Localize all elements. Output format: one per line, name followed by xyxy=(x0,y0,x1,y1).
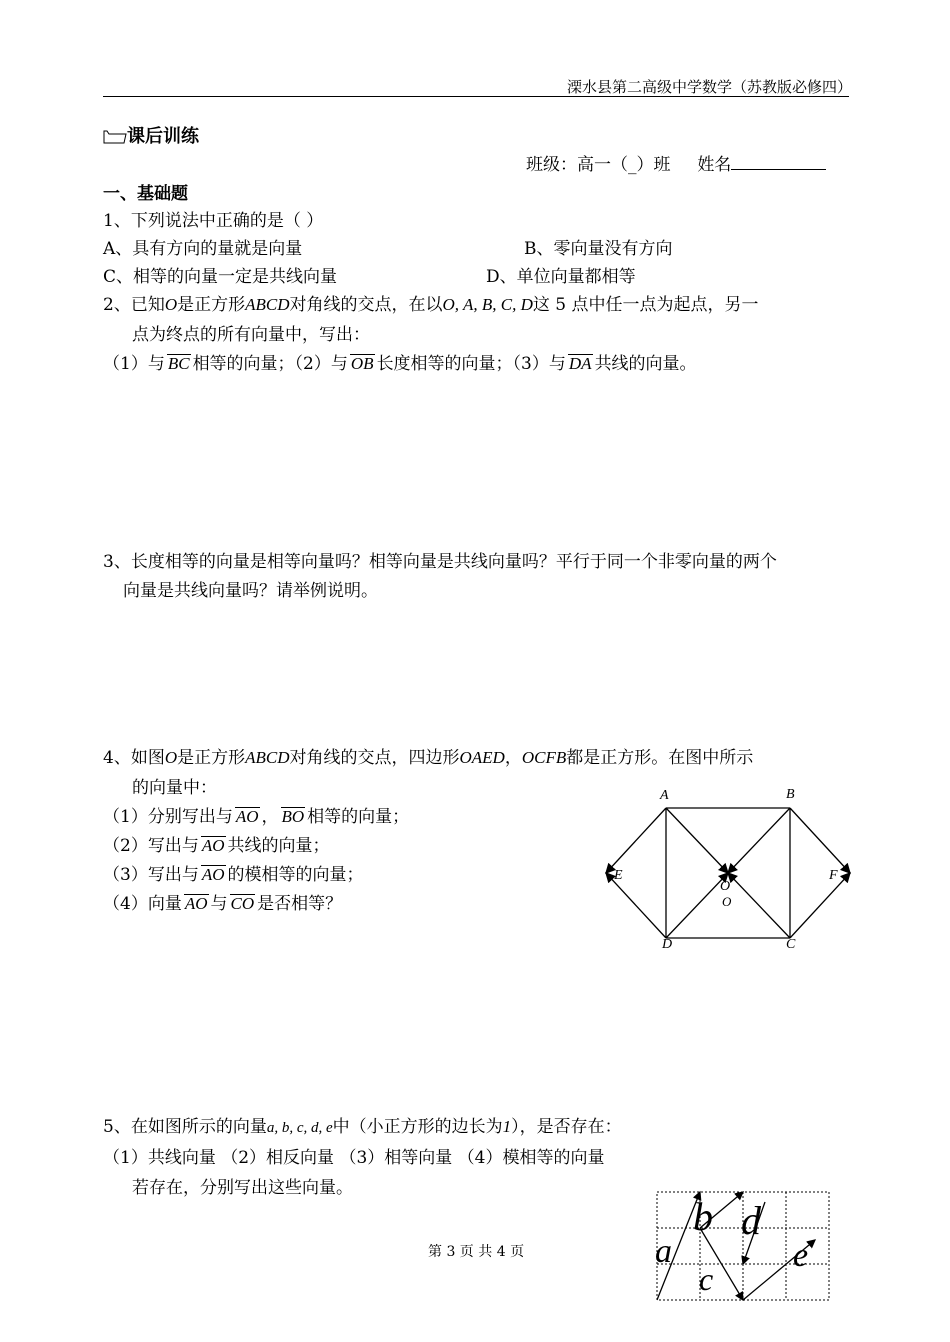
q4-line2: 的向量中： xyxy=(132,778,217,798)
q4-var-ocfb: OCFB xyxy=(521,748,567,767)
q2-var-abcd: ABCD xyxy=(245,295,290,314)
q2-line2: 点为终点的所有向量中，写出： xyxy=(132,325,370,345)
vector-ao: AO xyxy=(201,836,225,855)
vector-do-line xyxy=(666,873,731,938)
q2-text: 是正方形 xyxy=(177,295,246,315)
q4-sub4 xyxy=(103,889,342,914)
q2-text: 相等的向量；（2）与 xyxy=(192,354,348,374)
q4-figure xyxy=(600,784,860,954)
q2-points: O, A, B, C, D xyxy=(442,295,533,314)
q4-text: （1）分别写出与 xyxy=(103,807,233,827)
label-vec-b: b xyxy=(693,1194,713,1239)
q2-text: 这 5 点中任一点为起点，另一 xyxy=(532,295,759,315)
q3-line1: 3、长度相等的向量是相等向量吗？相等向量是共线向量吗？平行于同一个非零向量的两个 xyxy=(103,552,777,572)
label-f: F xyxy=(829,868,838,883)
q4-sub2 xyxy=(103,831,330,856)
vector-bf-line xyxy=(790,808,850,873)
q4-text: 是否相等？ xyxy=(257,894,343,914)
q4-text: 的模相等的向量； xyxy=(227,865,364,885)
q5-line3: 若存在，分别写出这些向量。 xyxy=(132,1178,353,1198)
q4-sub1 xyxy=(103,802,409,827)
q2-text: 2、已知 xyxy=(103,295,165,315)
section-heading xyxy=(103,122,199,148)
label-vec-a: a xyxy=(655,1233,672,1270)
label-d: D xyxy=(662,937,673,952)
vector-ob: OB xyxy=(350,354,374,373)
q4-text: 对角线的交点，四边形 xyxy=(289,748,460,768)
vector-bo: BO xyxy=(281,807,305,826)
q2-text: （1）与 xyxy=(103,354,165,374)
q4-text: （3）写出与 xyxy=(103,865,199,885)
q2-var-o: O xyxy=(164,295,178,314)
q5-vector-list: a, b, c, d, e xyxy=(266,1120,333,1136)
q4-text: 4、如图 xyxy=(103,748,165,768)
q1-option-a: A、具有方向的量就是向量 xyxy=(103,239,303,259)
q1-option-b: B、零向量没有方向 xyxy=(524,239,673,259)
section-title: 课后训练 xyxy=(127,126,199,147)
q2-line1 xyxy=(103,290,758,315)
q1-option-d: D、单位向量都相等 xyxy=(486,267,636,287)
header-rule xyxy=(103,96,849,97)
q5-text: 5、在如图所示的向量 xyxy=(103,1117,267,1137)
q5-grid-figure xyxy=(655,1190,831,1306)
q4-line1 xyxy=(103,743,753,768)
q4-var-abcd: ABCD xyxy=(245,748,290,767)
q4-text: ， xyxy=(504,748,522,768)
q1-stem: 1、下列说法中正确的是（ ） xyxy=(103,211,324,231)
vector-ao: AO xyxy=(184,894,208,913)
label-a: A xyxy=(660,788,669,803)
q4-sub3 xyxy=(103,860,364,885)
q4-text: ， xyxy=(261,807,279,827)
q2-text: 共线的向量。 xyxy=(594,354,697,374)
vector-cf-line xyxy=(790,873,850,938)
vector-bo-line xyxy=(728,808,790,873)
label-o-below: O xyxy=(722,894,732,909)
page-footer: 第 3 页 共 4 页 xyxy=(428,1244,525,1260)
vector-ao: AO xyxy=(201,865,225,884)
vector-ao: AO xyxy=(235,807,259,826)
vector-ao-line xyxy=(666,808,728,873)
q5-text: 中（小正方形的边长为 xyxy=(332,1117,503,1137)
vector-co: CO xyxy=(230,894,255,913)
q1-option-c: C、相等的向量一定是共线向量 xyxy=(103,267,338,287)
q4-text: 是正方形 xyxy=(177,748,246,768)
label-o: O xyxy=(720,879,731,894)
class-label: 班级：高一（_）班 xyxy=(526,155,671,175)
q4-text: （4）向量 xyxy=(103,894,182,914)
name-blank xyxy=(731,155,826,170)
q5-one: 1 xyxy=(502,1117,512,1136)
q4-text: 与 xyxy=(210,894,228,914)
vector-ae-line xyxy=(606,808,666,873)
q2-text: 对角线的交点，在以 xyxy=(289,295,443,315)
q4-text: 共线的向量； xyxy=(227,836,330,856)
q2-text: 长度相等的向量；（3）与 xyxy=(376,354,566,374)
label-vec-d: d xyxy=(741,1198,761,1243)
label-e: E xyxy=(614,868,623,883)
vector-co-line xyxy=(728,873,790,938)
school-header: 溧水县第二高级中学数学（苏教版必修四） xyxy=(566,78,852,96)
q5-line2: （1）共线向量 （2）相反向量 （3）相等向量 （4）模相等的向量 xyxy=(103,1148,605,1168)
q4-var-oaed: OAED xyxy=(459,748,505,767)
student-info xyxy=(526,150,826,175)
q4-text: 都是正方形。在图中所示 xyxy=(566,748,754,768)
label-vec-e: e xyxy=(793,1237,809,1274)
q4-text: （2）写出与 xyxy=(103,836,199,856)
label-c: C xyxy=(786,937,796,952)
q5-text: ），是否存在： xyxy=(511,1117,622,1137)
q2-line3 xyxy=(103,349,697,374)
label-b: B xyxy=(786,787,795,802)
q3-line2: 向量是共线向量吗？请举例说明。 xyxy=(123,581,378,601)
q4-text: 相等的向量； xyxy=(307,807,410,827)
name-label: 姓名 xyxy=(697,155,732,175)
q4-var-o: O xyxy=(164,748,178,767)
folder-icon xyxy=(103,128,127,144)
label-vec-c: c xyxy=(699,1261,714,1297)
vector-bc: BC xyxy=(167,354,190,373)
vector-da: DA xyxy=(568,354,592,373)
q5-line1 xyxy=(103,1112,622,1137)
part-title: 一、基础题 xyxy=(103,184,188,204)
